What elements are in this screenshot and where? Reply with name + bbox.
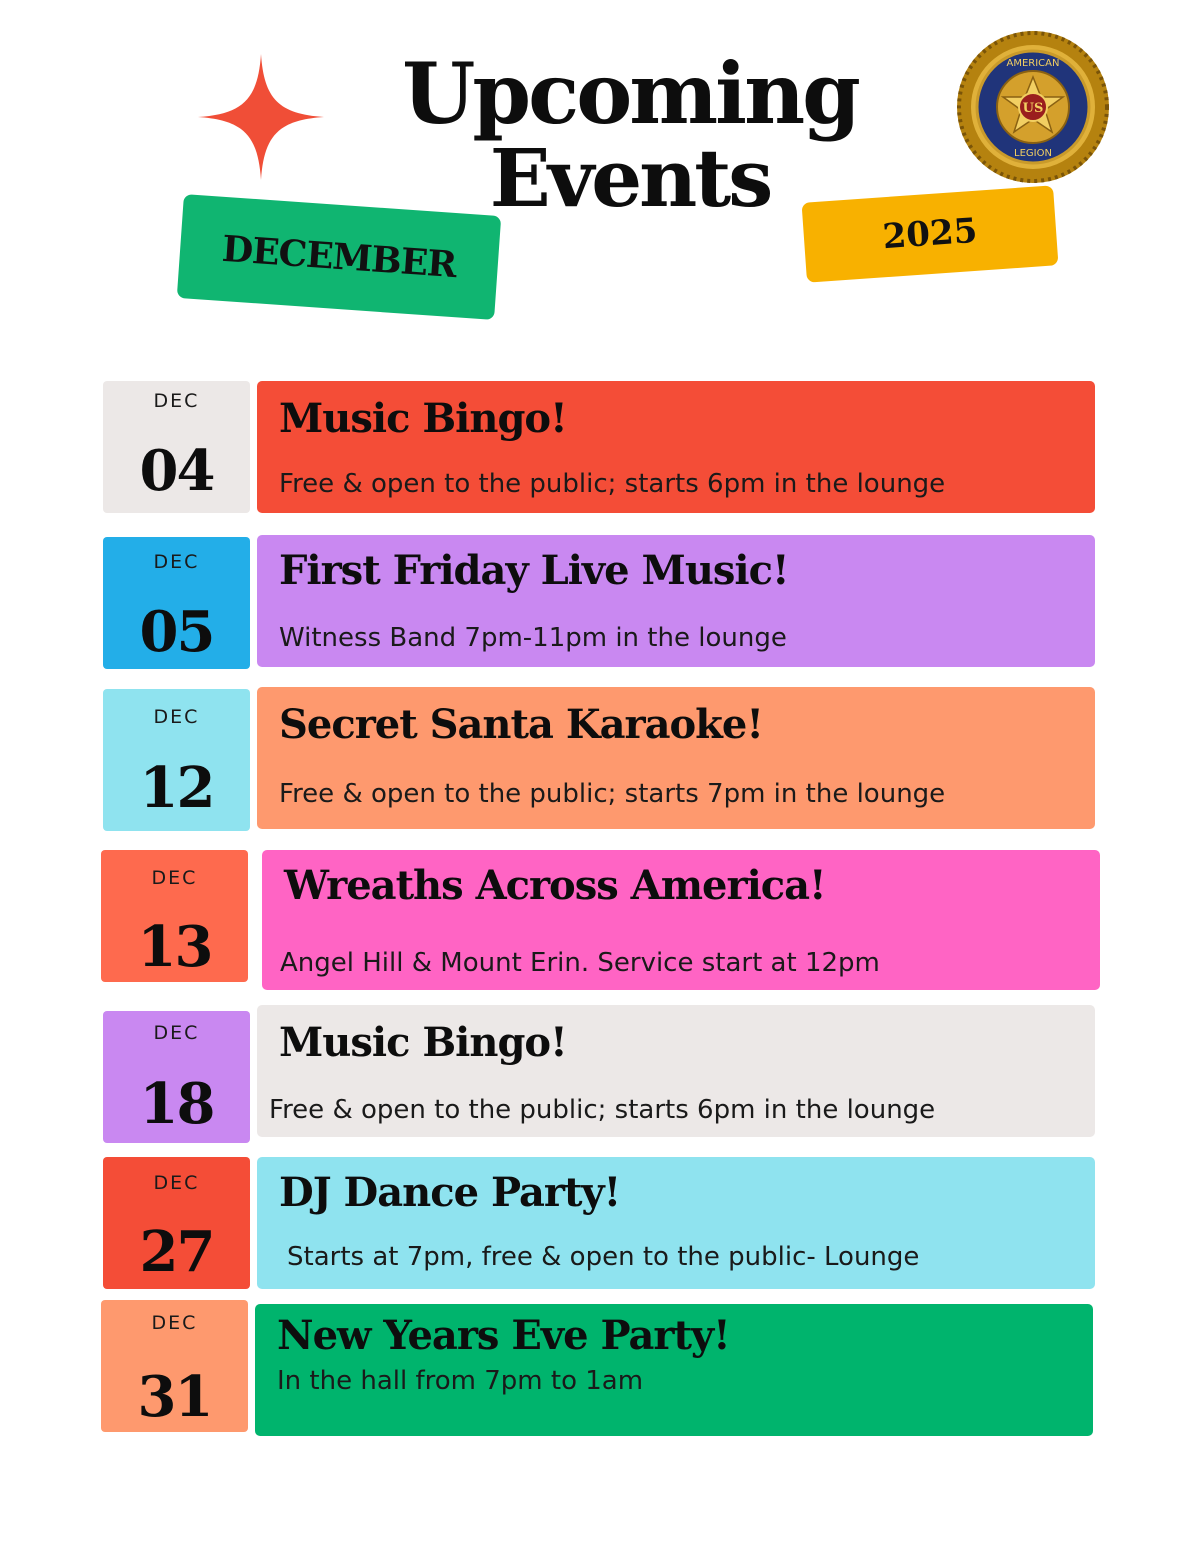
event-date-badge <box>101 1300 248 1432</box>
svg-text:AMERICAN: AMERICAN <box>1006 58 1060 69</box>
event-month: DEC <box>153 390 200 412</box>
svg-text:US: US <box>1022 101 1044 116</box>
event-date-badge <box>103 381 250 513</box>
year-tag-label: 2025 <box>881 210 979 258</box>
event-description: Free & open to the public; starts 7pm in the lounge <box>279 779 946 809</box>
event-description: Free & open to the public; starts 6pm in the lounge <box>269 1095 936 1125</box>
event-date-badge <box>103 1011 250 1143</box>
event-day: 05 <box>139 599 214 665</box>
page-title-line1: Upcoming <box>402 44 858 143</box>
event-title: DJ Dance Party! <box>279 1169 621 1216</box>
event-month: DEC <box>153 706 200 728</box>
event-day: 12 <box>139 755 214 821</box>
event-month: DEC <box>153 551 200 573</box>
event-day: 27 <box>139 1219 214 1285</box>
page-title-line2: Events <box>489 131 771 225</box>
year-tag <box>802 185 1059 282</box>
event-description: In the hall from 7pm to 1am <box>277 1366 644 1396</box>
event-card <box>257 535 1095 667</box>
event-date-badge <box>103 537 250 669</box>
event-card <box>257 1157 1095 1289</box>
month-tag <box>177 194 501 320</box>
event-description: Starts at 7pm, free & open to the public- Lounge <box>287 1242 920 1272</box>
event-day: 13 <box>137 914 212 980</box>
event-day: 04 <box>139 438 214 504</box>
event-card <box>257 687 1095 829</box>
event-month: DEC <box>151 867 198 889</box>
american-legion-emblem-icon <box>956 30 1110 184</box>
event-card <box>257 381 1095 513</box>
event-card <box>262 850 1100 990</box>
svg-text:LEGION: LEGION <box>1014 148 1052 159</box>
event-title: Wreaths Across America! <box>284 862 826 909</box>
month-tag-label: DECEMBER <box>220 227 458 287</box>
event-day: 18 <box>139 1071 214 1137</box>
event-description: Free & open to the public; starts 6pm in the lounge <box>279 469 946 499</box>
event-card <box>255 1304 1093 1436</box>
event-day: 31 <box>137 1364 212 1430</box>
event-title: Music Bingo! <box>279 395 567 442</box>
event-month: DEC <box>153 1172 200 1194</box>
event-title: Secret Santa Karaoke! <box>279 701 763 748</box>
event-date-badge <box>101 850 248 982</box>
event-title: First Friday Live Music! <box>279 547 789 594</box>
sparkle-star-icon <box>198 54 324 180</box>
event-card <box>257 1005 1095 1137</box>
event-description: Witness Band 7pm-11pm in the lounge <box>279 623 787 653</box>
event-description: Angel Hill & Mount Erin. Service start at 12pm <box>280 948 880 978</box>
event-title: Music Bingo! <box>279 1019 567 1066</box>
event-month: DEC <box>151 1312 198 1334</box>
event-date-badge <box>103 689 250 831</box>
event-date-badge <box>103 1157 250 1289</box>
event-month: DEC <box>153 1022 200 1044</box>
event-title: New Years Eve Party! <box>277 1312 730 1359</box>
